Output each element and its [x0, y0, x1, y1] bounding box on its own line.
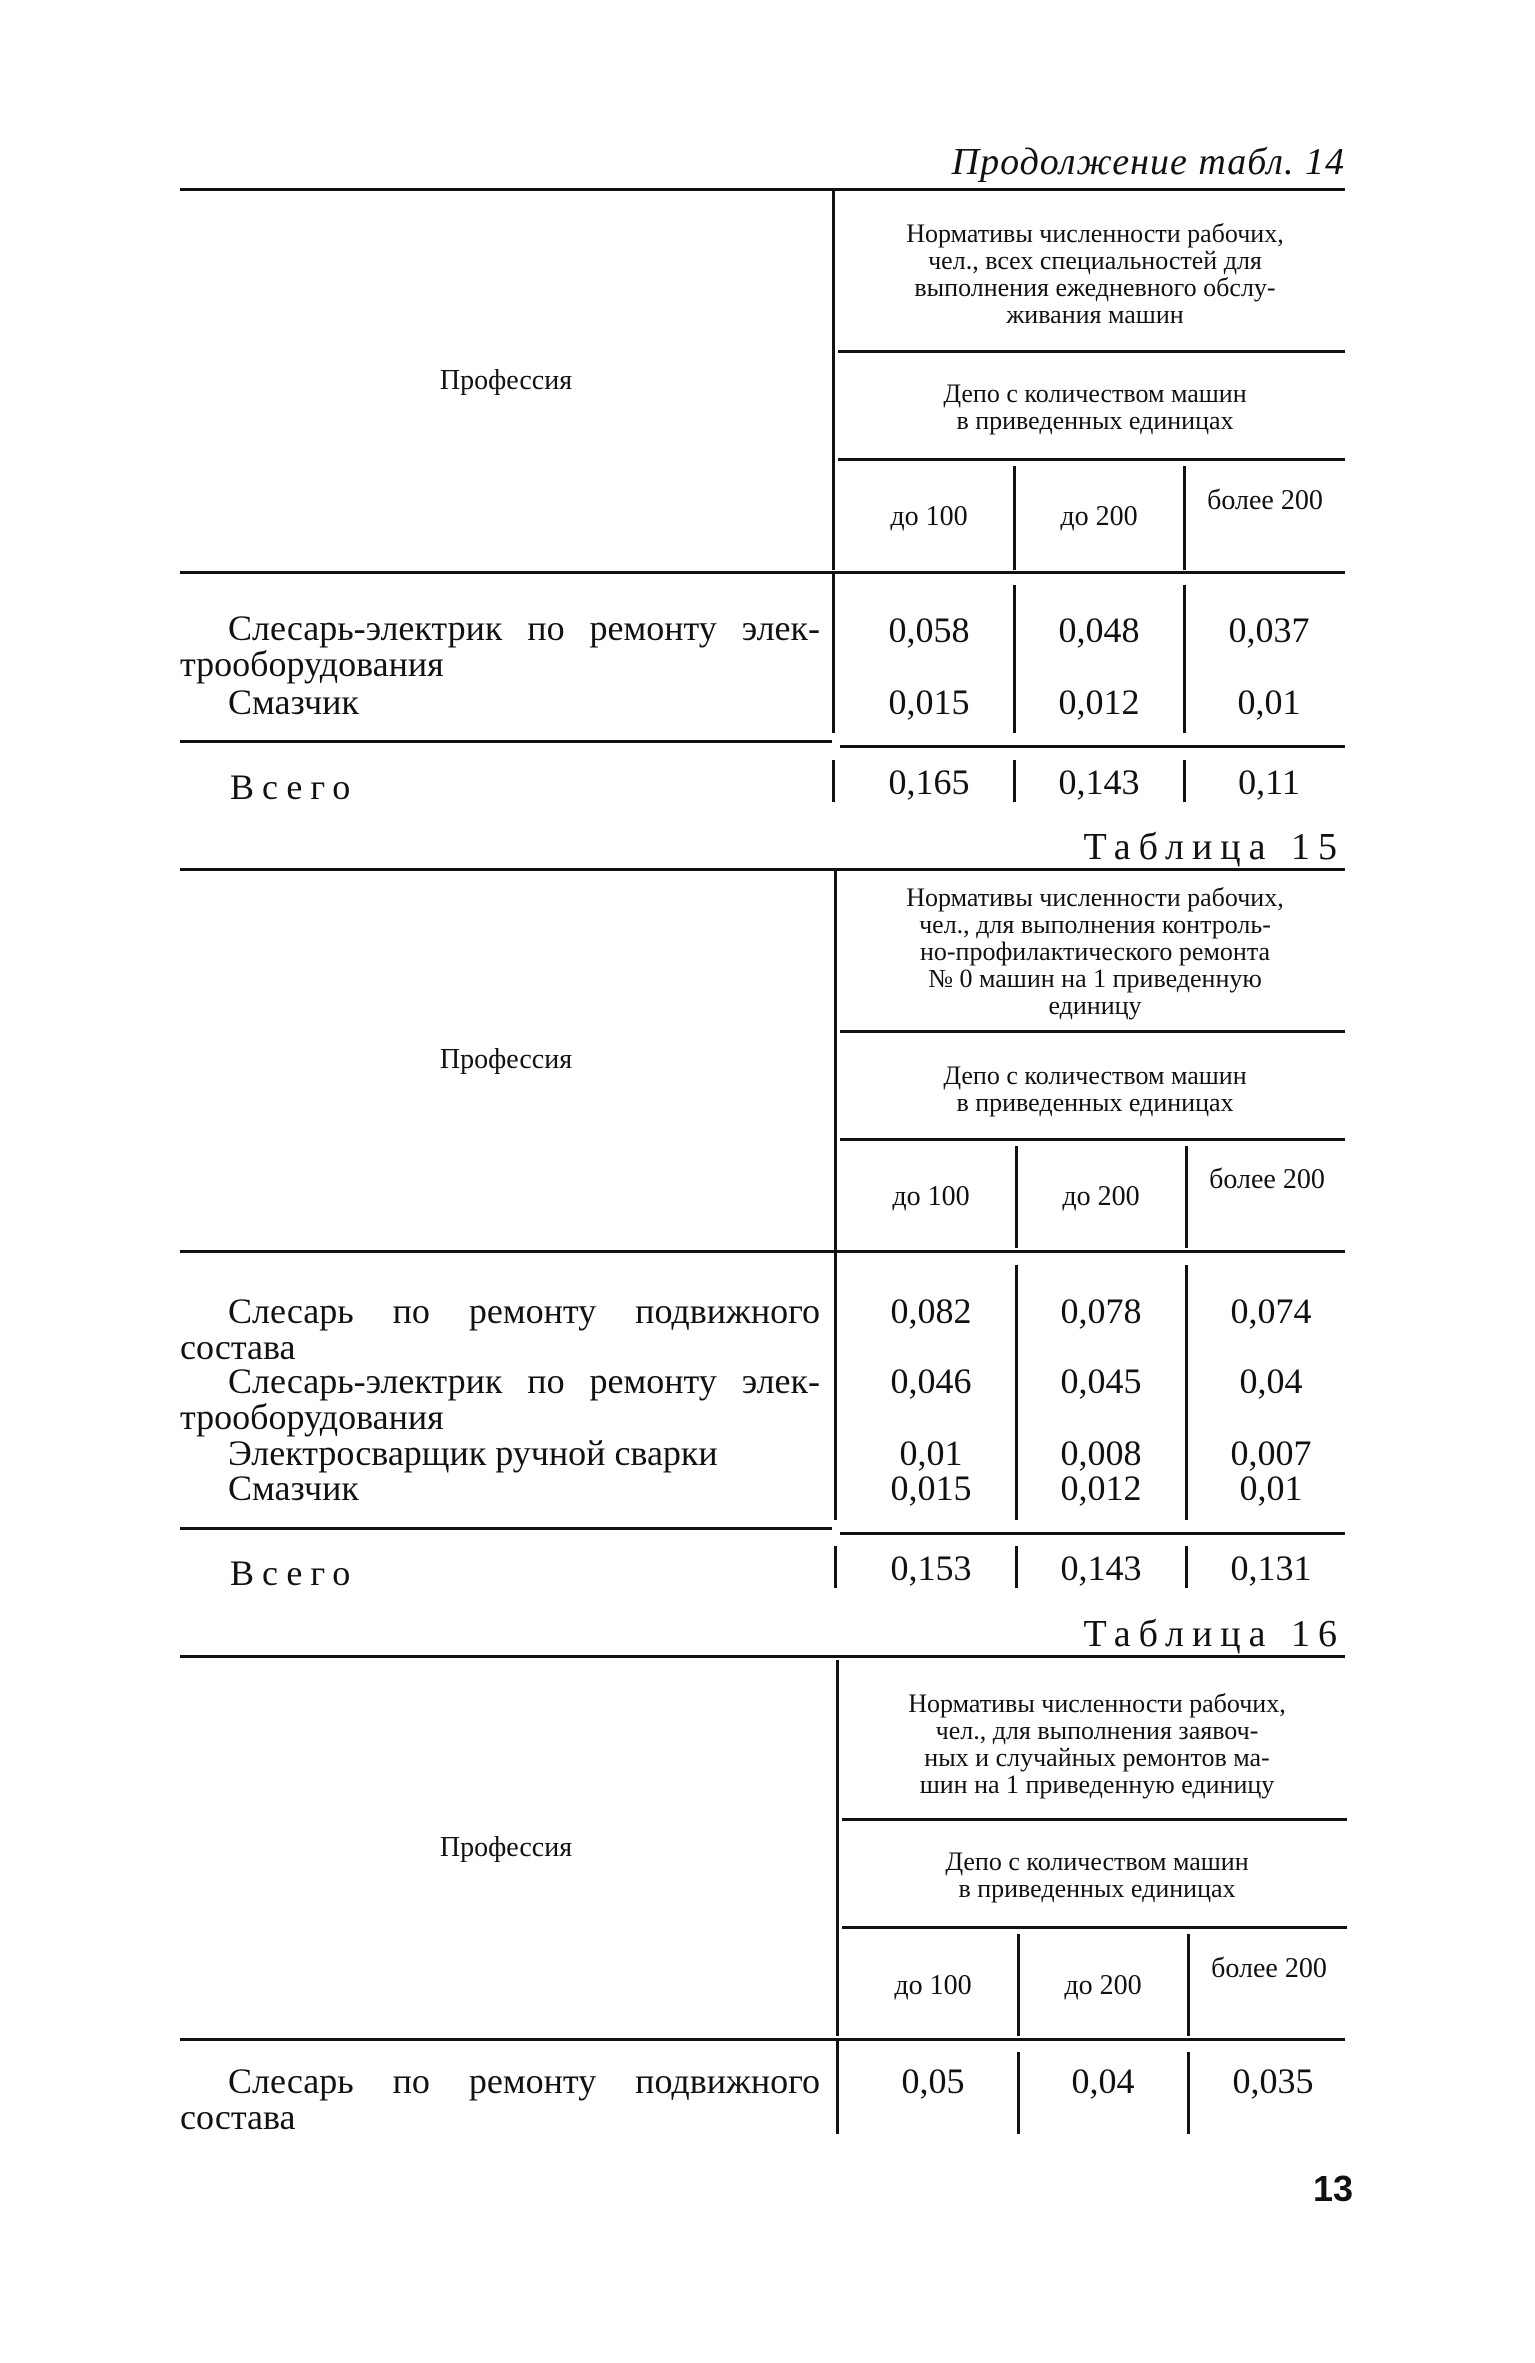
- cell-value: 0,037: [1228, 610, 1310, 650]
- total-rule: [840, 1532, 1345, 1535]
- column-divider: [1185, 1146, 1188, 1248]
- cell-value: 0,05: [901, 2061, 965, 2101]
- column-header: до 200: [1060, 501, 1138, 532]
- total-value: 0,11: [1238, 762, 1300, 802]
- profession-header: Профессия: [439, 365, 573, 396]
- column-header: до 100: [892, 1181, 970, 1212]
- total-value: 0,131: [1230, 1548, 1312, 1588]
- body-divider: [834, 1546, 837, 1588]
- body-divider: [836, 2040, 839, 2134]
- cell-value: 0,01: [1237, 682, 1301, 722]
- cell-value: 0,01: [1239, 1468, 1303, 1508]
- table-top-rule: [180, 1655, 1345, 1658]
- cell-value: 0,046: [890, 1361, 972, 1401]
- norm-header: Нормативы численности рабочих, чел., для выполнения контроль- но-профилактического ремонта № 0 машин на 1 приведенную единицу: [906, 883, 1284, 1020]
- total-rule: [180, 1527, 832, 1530]
- depot-header: Депо с количеством машин в приведенных единицах: [943, 1061, 1247, 1117]
- header-divider: [834, 870, 837, 1250]
- header-rule: [840, 1138, 1345, 1141]
- cell-value: 0,008: [1060, 1433, 1142, 1473]
- total-rule: [840, 745, 1345, 748]
- cell-value: 0,048: [1058, 610, 1140, 650]
- cell-value: 0,01: [899, 1433, 963, 1473]
- depot-header: Депо с количеством машин в приведенных единицах: [945, 1847, 1249, 1903]
- table-caption: Продолжение табл. 14: [951, 141, 1345, 183]
- table-row: Электросварщик ручной сварки: [228, 1433, 718, 1473]
- cell-value: 0,058: [888, 610, 970, 650]
- header-bottom-rule: [180, 571, 1345, 574]
- table-row: Смазчик: [228, 682, 359, 722]
- header-divider: [836, 1660, 839, 2036]
- cell-value: 0,078: [1060, 1291, 1142, 1331]
- table-row: Смазчик: [228, 1468, 359, 1508]
- table-row: Слесарь-электрик по ремонту элек- трооборудования: [180, 1361, 820, 1437]
- body-divider: [834, 1252, 837, 1520]
- total-value: 0,143: [1060, 1548, 1142, 1588]
- table-row: Слесарь по ремонту подвижного состава: [180, 2061, 820, 2137]
- table-caption: Таблица 15: [1083, 826, 1345, 868]
- cell-value: 0,012: [1058, 682, 1140, 722]
- cell-value: 0,007: [1230, 1433, 1312, 1473]
- column-header: до 200: [1062, 1181, 1140, 1212]
- header-rule: [838, 350, 1345, 353]
- total-value: 0,153: [890, 1548, 972, 1588]
- header-divider: [832, 190, 835, 570]
- header-rule: [838, 458, 1345, 461]
- norm-header: Нормативы численности рабочих, чел., всех специальностей для выполнения ежедневного обслу- живания машин: [906, 219, 1284, 329]
- depot-header: Депо с количеством машин в приведенных единицах: [943, 379, 1247, 435]
- profession-header: Профессия: [439, 1832, 573, 1863]
- column-divider: [1183, 466, 1186, 570]
- cell-value: 0,015: [888, 682, 970, 722]
- header-rule: [842, 1818, 1347, 1821]
- cell-value: 0,082: [890, 1291, 972, 1331]
- table-row: Слесарь-электрик по ремонту элек- трооборудования: [180, 608, 820, 684]
- column-header: более 200: [1207, 485, 1323, 516]
- norm-header: Нормативы численности рабочих, чел., для выполнения заявоч- ных и случайных ремонтов ма- шин на 1 приведенную единицу: [908, 1689, 1286, 1799]
- header-rule: [840, 1030, 1345, 1033]
- total-value: 0,165: [888, 762, 970, 802]
- cell-value: 0,045: [1060, 1361, 1142, 1401]
- header-bottom-rule: [180, 2038, 1345, 2041]
- cell-value: 0,015: [890, 1468, 972, 1508]
- cell-value: 0,012: [1060, 1468, 1142, 1508]
- table-row: Слесарь по ремонту подвижного состава: [180, 1291, 820, 1367]
- table-top-rule: [180, 188, 1345, 191]
- column-header: до 200: [1064, 1970, 1142, 2001]
- column-divider: [1187, 1934, 1190, 2036]
- total-value: 0,143: [1058, 762, 1140, 802]
- cell-value: 0,04: [1071, 2061, 1135, 2101]
- column-header: более 200: [1211, 1953, 1327, 1984]
- column-header: до 100: [890, 501, 968, 532]
- total-rule: [180, 740, 832, 743]
- table-top-rule: [180, 868, 1345, 871]
- header-rule: [842, 1926, 1347, 1929]
- table-caption: Таблица 16: [1083, 1613, 1345, 1655]
- column-header: более 200: [1209, 1164, 1325, 1195]
- body-divider: [832, 760, 835, 802]
- profession-header: Профессия: [439, 1044, 573, 1075]
- body-divider: [832, 573, 835, 733]
- cell-value: 0,074: [1230, 1291, 1312, 1331]
- cell-value: 0,035: [1232, 2061, 1314, 2101]
- header-bottom-rule: [180, 1250, 1345, 1253]
- cell-value: 0,04: [1239, 1361, 1303, 1401]
- page-number: 13: [1312, 2168, 1353, 2209]
- total-label: Всего: [230, 767, 359, 807]
- column-header: до 100: [894, 1970, 972, 2001]
- total-label: Всего: [230, 1553, 359, 1593]
